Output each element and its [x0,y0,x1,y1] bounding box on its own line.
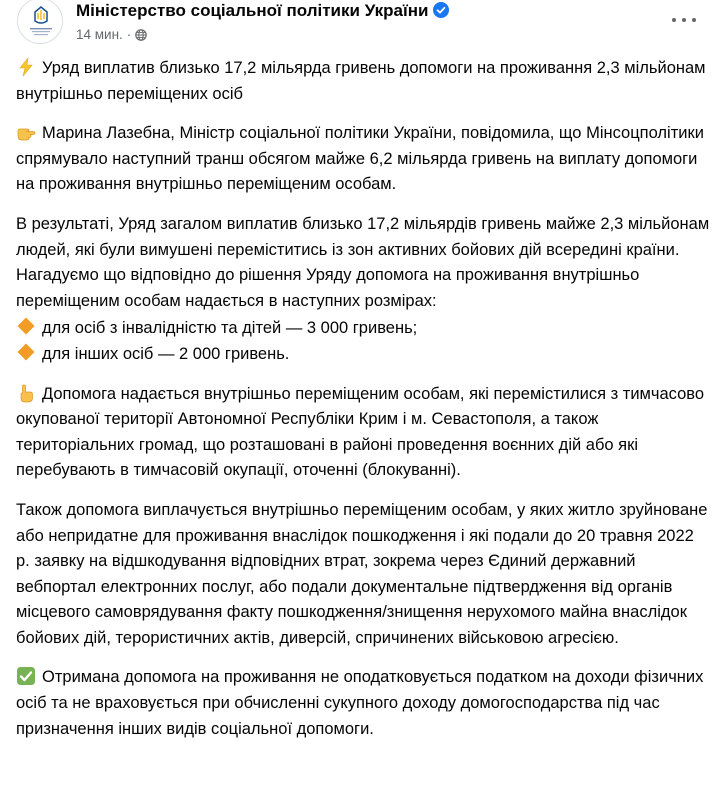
more-horizontal-icon [692,18,696,22]
post-paragraph: Нагадуємо що відповідно до рішення Уряду допомога на проживання внутрішньо переміщеним особам надається в наступних розмірах: [16,266,640,310]
paragraph-text: Уряд виплатив близько 17,2 мільярда гривень допомоги на проживання 2,3 мільйонам внутрішньо переміщених осіб [16,59,706,103]
meta-separator: · [126,27,132,42]
bullet-list [16,316,712,367]
list-item [16,342,712,368]
orange-diamond-icon [18,343,35,360]
more-horizontal-icon [682,18,686,22]
pointing-up-icon [16,383,36,403]
check-mark-icon [16,666,36,686]
post-paragraph [16,56,712,107]
paragraph-text: Допомога надається внутрішньо переміщеним особам, які перемістилися з тимчасово окупованої території Автономної Республіки Крим і м. Севастополя, а також територіальних громад, що розташовані в районі проведення воєнних дій або які перебувають в тимчасовій окупації, оточенні (блокуванні). [16,384,705,480]
list-item-text: для осіб з інвалідністю та дітей — 3 000 гривень; [42,319,418,338]
paragraph-text: Отримана допомога на проживання не оподатковується податком на доходи фізичних осіб та не враховується при обчисленні сукупного доходу домогосподарства під час призначення інших видів соціальної допомоги. [16,668,704,738]
page-name[interactable] [76,1,449,21]
ministry-logo [18,0,63,44]
more-horizontal-icon [672,18,676,22]
post-paragraph [16,121,712,198]
list-item [16,316,712,342]
globe-icon[interactable] [135,29,147,41]
list-item-text: для інших осіб — 2 000 гривень. [42,344,290,363]
avatar[interactable] [17,0,63,44]
post-time[interactable]: 14 мин. [76,27,123,42]
post-header [16,0,712,56]
pointing-hand-icon [16,122,36,142]
post-paragraph: В результаті, Уряд загалом виплатив близько 17,2 мільярдів гривень майже 2,3 мільйонам людей, які були вимушені переміститись із зон активних бойових дій всередині країни. [16,214,710,259]
post-paragraph: Також допомога виплачується внутрішньо переміщеним особам, у яких житло зруйноване або непридатне для проживання внаслідок пошкодження і які подали до 20 травня 2022 р. заявку на відшкодування відповідних втрат, зокрема через Єдиний державний вебпортал електронних послуг, або подали документальне підтвердження від органів місцевого самоврядування факту пошкодження/знищення нерухомого майна внаслідок бойових дій, терористичних актів, диверсій, спричинених військовою агресією. [16,500,708,647]
verified-badge-icon [433,2,449,18]
post-paragraph [16,382,712,484]
more-options-button[interactable] [670,10,698,30]
page-name-label[interactable]: Міністерство соціальної політики України [76,1,429,20]
post-body [16,56,712,742]
post-meta [76,27,147,42]
paragraph-text: Марина Лазебна, Міністр соціальної політики України, повідомила, що Мінсоцполітики спрямувало наступний транш обсягом майже 6,2 мільярда гривень на виплату допомоги на проживання внутрішньо переміщеним особам. [16,124,704,194]
lightning-icon [16,57,36,77]
post-paragraph [16,665,712,742]
orange-diamond-icon [18,318,35,335]
